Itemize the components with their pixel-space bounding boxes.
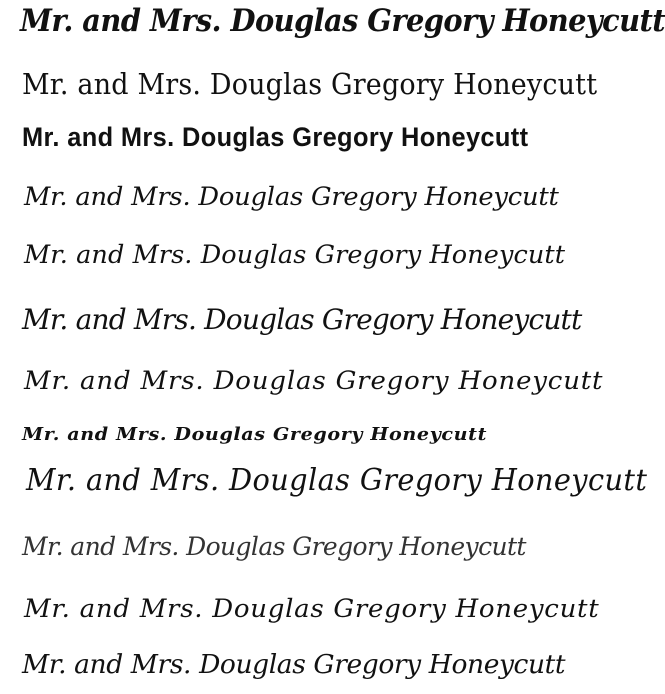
font-sample-2: Mr. and Mrs. Douglas Gregory Honeycutt bbox=[22, 67, 598, 101]
font-sample-5: Mr. and Mrs. Douglas Gregory Honeycutt bbox=[24, 240, 566, 269]
font-sample-11: Mr. and Mrs. Douglas Gregory Honeycutt bbox=[24, 594, 600, 623]
font-sample-7: Mr. and Mrs. Douglas Gregory Honeycutt bbox=[24, 366, 604, 395]
font-sample-10: Mr. and Mrs. Douglas Gregory Honeycutt bbox=[22, 532, 526, 561]
font-sample-8: Mr. and Mrs. Douglas Gregory Honeycutt bbox=[22, 424, 488, 445]
font-sample-4: Mr. and Mrs. Douglas Gregory Honeycutt bbox=[24, 182, 559, 211]
font-sample-3: Mr. and Mrs. Douglas Gregory Honeycutt bbox=[22, 122, 529, 152]
font-sample-6: Mr. and Mrs. Douglas Gregory Honeycutt bbox=[22, 303, 582, 336]
font-sample-12: Mr. and Mrs. Douglas Gregory Honeycutt bbox=[22, 650, 566, 680]
font-sample-1: Mr. and Mrs. Douglas Gregory Honeycutt bbox=[20, 3, 665, 39]
font-sample-9: Mr. and Mrs. Douglas Gregory Honeycutt bbox=[26, 463, 648, 498]
